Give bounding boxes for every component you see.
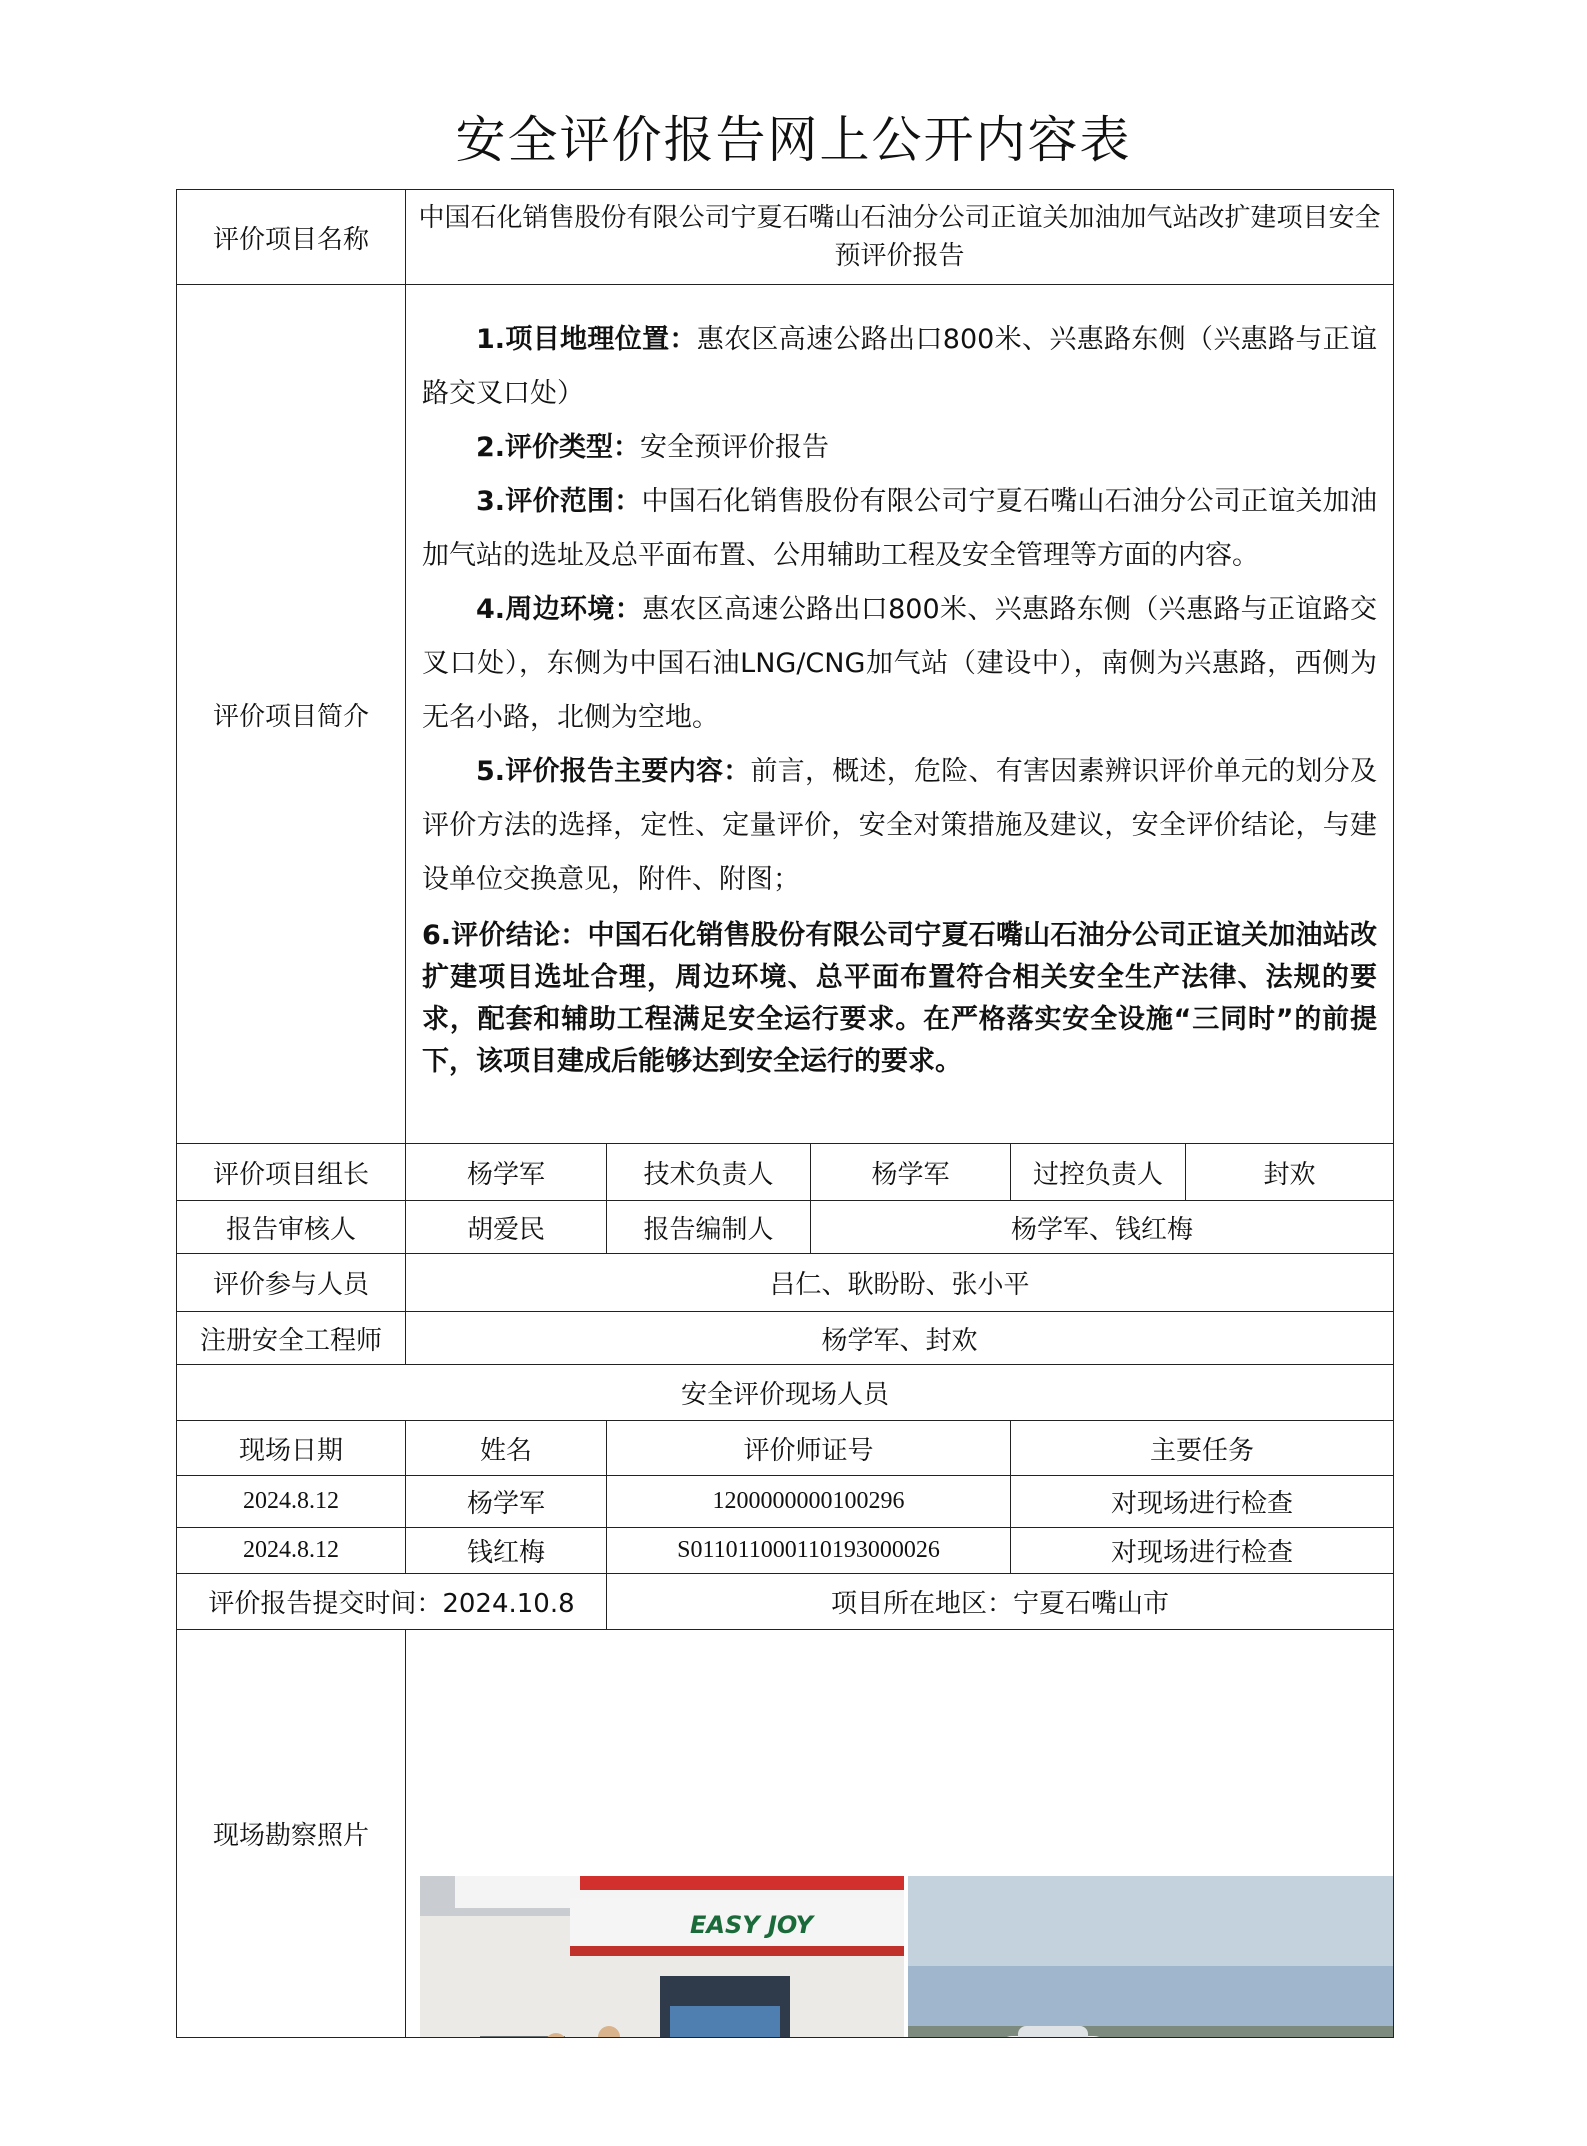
project-name-label: 评价项目名称 [177, 190, 406, 285]
summary-conclusion: 6.评价结论：中国石化销售股份有限公司宁夏石嘴山石油分公司正谊关加油站改扩建项目选址合理，周边环境、总平面布置符合相关安全生产法律、法规的要求，配套和辅助工程满足安全运行要求。在严格落实安全设施“三同时”的前提下，该项目建成后能够达到安全运行的要求。 [422, 920, 1378, 1077]
site-photo-inspection [908, 1876, 1393, 2038]
photos-row [177, 1630, 1394, 2038]
summary-item: 5.评价报告主要内容：前言，概述，危险、有害因素辨识评价单元的划分及评价方法的选择，定性、定量评价，安全对策措施及建议，安全评价结论，与建设单位交换意见，附件、附图； [422, 756, 1378, 895]
tech-value: 杨学军 [811, 1144, 1011, 1201]
process-value: 封欢 [1186, 1144, 1394, 1201]
project-location: 项目所在地区：宁夏石嘴山市 [607, 1574, 1394, 1630]
engineers-label: 注册安全工程师 [177, 1312, 406, 1365]
cert-cell: 1200000000100296 [607, 1476, 1011, 1528]
submit-time: 评价报告提交时间：2024.10.8 [177, 1574, 607, 1630]
site-staff-header-row [177, 1421, 1394, 1476]
svg-text:EASY JOY: EASY JOY [690, 1910, 813, 1939]
column-header: 主要任务 [1011, 1421, 1394, 1476]
task-cell: 对现场进行检查 [1011, 1476, 1394, 1528]
participants-label: 评价参与人员 [177, 1254, 406, 1312]
summary-label: 评价项目简介 [177, 285, 406, 1144]
tech-label: 技术负责人 [607, 1144, 811, 1201]
task-cell: 对现场进行检查 [1011, 1528, 1394, 1574]
site-staff-title-row [177, 1365, 1394, 1421]
site-photo-storefront [420, 1876, 904, 2038]
column-header: 现场日期 [177, 1421, 406, 1476]
storefront-illustration [420, 1876, 904, 2038]
leader-label: 评价项目组长 [177, 1144, 406, 1201]
reviewer-row [177, 1201, 1394, 1254]
date-cell: 2024.8.12 [177, 1528, 406, 1574]
submit-row [177, 1574, 1394, 1630]
summary-item: 1.项目地理位置：惠农区高速公路出口800米、兴惠路东侧（兴惠路与正谊路交叉口处） [422, 324, 1378, 409]
reviewer-label: 报告审核人 [177, 1201, 406, 1254]
summary-content [406, 285, 1394, 1144]
site-staff-title: 安全评价现场人员 [177, 1365, 1394, 1421]
column-header: 评价师证号 [607, 1421, 1011, 1476]
team-leader-row [177, 1144, 1394, 1201]
summary-item: 3.评价范围：中国石化销售股份有限公司宁夏石嘴山石油分公司正谊关加油加气站的选址及总平面布置、公用辅助工程及安全管理等方面的内容。 [422, 486, 1378, 571]
date-cell: 2024.8.12 [177, 1476, 406, 1528]
author-value: 杨学军、钱红梅 [811, 1201, 1394, 1254]
photos-cell [406, 1630, 1394, 2038]
author-label: 报告编制人 [607, 1201, 811, 1254]
engineers-value: 杨学军、封欢 [406, 1312, 1394, 1365]
process-label: 过控负责人 [1011, 1144, 1186, 1201]
column-header: 姓名 [406, 1421, 607, 1476]
name-cell: 杨学军 [406, 1476, 607, 1528]
disclosure-table [176, 189, 1394, 2038]
participants-row [177, 1254, 1394, 1312]
page-title: 安全评价报告网上公开内容表 [455, 111, 1132, 169]
table-row [177, 1476, 1394, 1528]
summary-row [177, 285, 1394, 1144]
project-name-value: 中国石化销售股份有限公司宁夏石嘴山石油分公司正谊关加油加气站改扩建项目安全预评价报告 [406, 190, 1394, 285]
reviewer-value: 胡爱民 [406, 1201, 607, 1254]
engineers-row [177, 1312, 1394, 1365]
summary-item: 4.周边环境：惠农区高速公路出口800米、兴惠路东侧（兴惠路与正谊路交叉口处），东侧为中国石油LNG/CNG加气站（建设中），南侧为兴惠路，西侧为无名小路，北侧为空地。 [422, 594, 1378, 733]
inspection-illustration [908, 1876, 1393, 2038]
summary-item: 2.评价类型：安全预评价报告 [476, 432, 830, 463]
project-name-row [177, 190, 1394, 285]
name-cell: 钱红梅 [406, 1528, 607, 1574]
participants-value: 吕仁、耿盼盼、张小平 [406, 1254, 1394, 1312]
photos-label: 现场勘察照片 [177, 1630, 406, 2038]
cert-cell: S011011000110193000026 [607, 1528, 1011, 1574]
leader-value: 杨学军 [406, 1144, 607, 1201]
table-row [177, 1528, 1394, 1574]
